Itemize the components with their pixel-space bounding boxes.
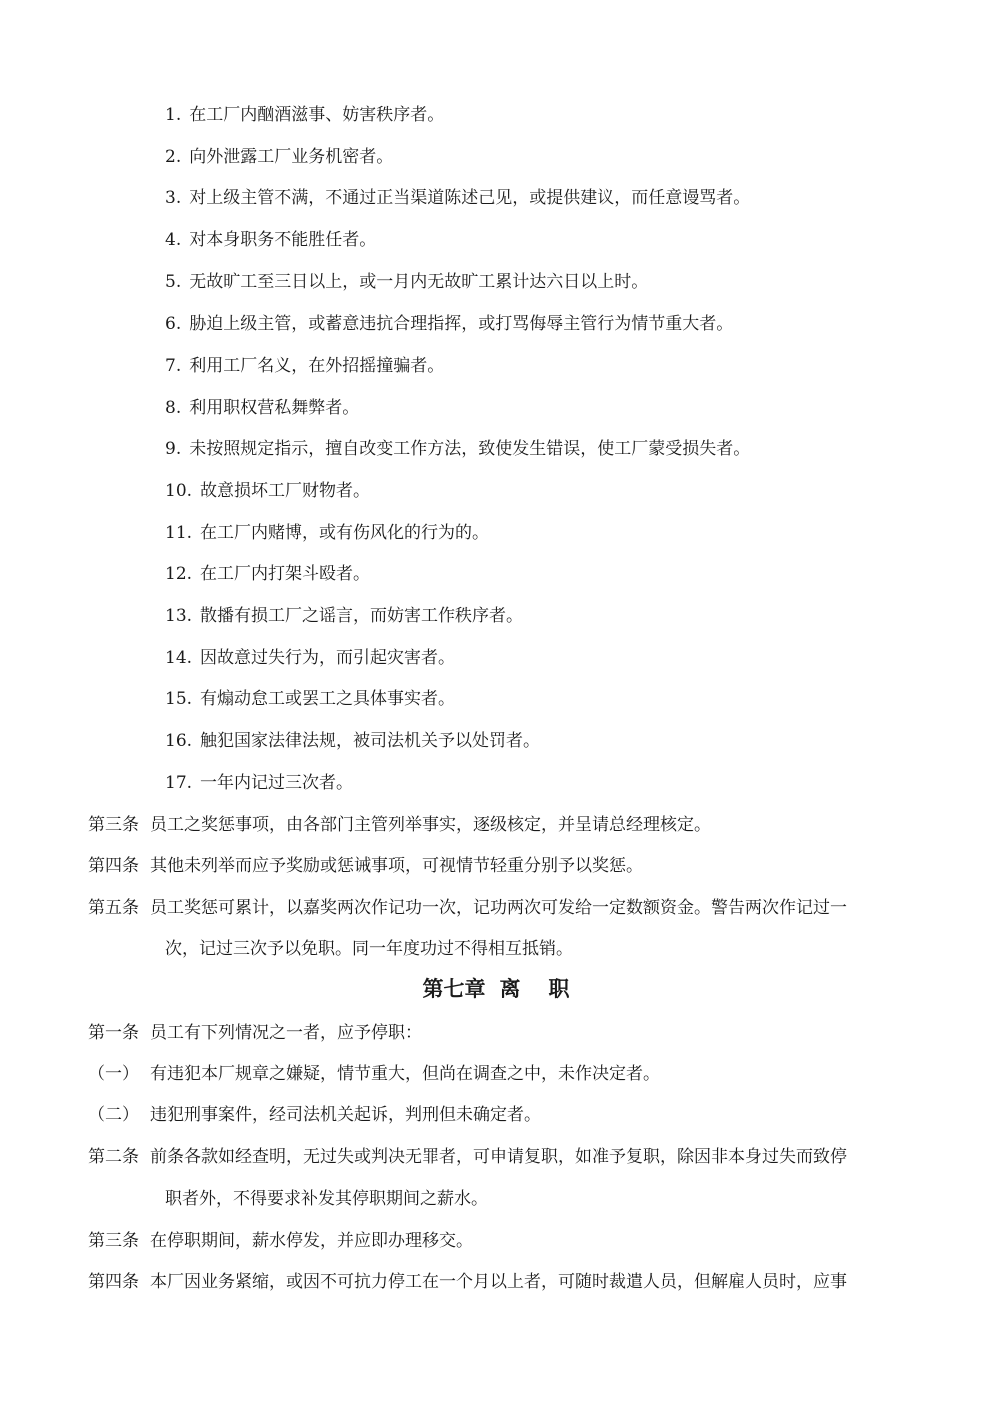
list-item-2: 2. 向外泄露工厂业务机密者。: [165, 147, 394, 167]
list-item-9: 9. 未按照规定指示，擅自改变工作方法，致使发生错误，使工厂蒙受损失者。: [165, 439, 751, 459]
ch7-article-3: 第三条 在停职期间，薪水停发，并应即办理移交。: [88, 1231, 473, 1251]
list-item-12: 12. 在工厂内打架斗殴者。: [165, 564, 371, 584]
article-5: 第五条 员工奖惩可累计，以嘉奖两次作记功一次，记功两次可发给一定数额资金。警告两次作记过一: [88, 898, 847, 918]
list-item-7: 7. 利用工厂名义，在外招摇撞骗者。: [165, 356, 445, 376]
ch7-article-1: 第一条 员工有下列情况之一者，应予停职：: [88, 1023, 422, 1043]
list-item-1: 1. 在工厂内酗酒滋事、妨害秩序者。: [165, 105, 445, 125]
list-item-15: 15. 有煽动怠工或罢工之具体事实者。: [165, 689, 456, 709]
ch7-article-2: 第二条 前条各款如经查明，无过失或判决无罪者，可申请复职，如准予复职，除因非本身过失而致停: [88, 1147, 847, 1167]
ch7-article-4: 第四条 本厂因业务紧缩，或因不可抗力停工在一个月以上者，可随时裁遣人员，但解雇人员时，应事: [88, 1272, 847, 1292]
list-item-4: 4. 对本身职务不能胜任者。: [165, 230, 377, 250]
article-5-continuation: 次，记过三次予以免职。同一年度功过不得相互抵销。: [165, 939, 573, 959]
list-item-8: 8. 利用职权营私舞弊者。: [165, 398, 360, 418]
list-item-11: 11. 在工厂内赌博，或有伤风化的行为的。: [165, 523, 490, 543]
ch7-article-2-continuation: 职者外，不得要求补发其停职期间之薪水。: [165, 1189, 488, 1209]
list-item-5: 5. 无故旷工至三日以上，或一月内无故旷工累计达六日以上时。: [165, 272, 649, 292]
list-item-16: 16. 触犯国家法律法规，被司法机关予以处罚者。: [165, 731, 541, 751]
list-item-17: 17. 一年内记过三次者。: [165, 773, 354, 793]
list-item-10: 10. 故意损坏工厂财物者。: [165, 481, 371, 501]
list-item-6: 6. 胁迫上级主管，或蓄意违抗合理指挥，或打骂侮辱主管行为情节重大者。: [165, 314, 734, 334]
list-item-13: 13. 散播有损工厂之谣言，而妨害工作秩序者。: [165, 606, 524, 626]
article-3: 第三条 员工之奖惩事项，由各部门主管列举事实，逐级核定，并呈请总经理核定。: [88, 815, 711, 835]
chapter-title: 第七章 离 职: [422, 976, 570, 1001]
ch7-clause-2: （二） 违犯刑事案件，经司法机关起诉，判刑但未确定者。: [88, 1105, 541, 1125]
list-item-3: 3. 对上级主管不满，不通过正当渠道陈述己见，或提供建议，而任意谩骂者。: [165, 188, 751, 208]
article-4: 第四条 其他未列举而应予奖励或惩诫事项，可视情节轻重分别予以奖惩。: [88, 856, 643, 876]
list-item-14: 14. 因故意过失行为，而引起灾害者。: [165, 648, 456, 668]
ch7-clause-1: （一） 有违犯本厂规章之嫌疑，情节重大，但尚在调查之中，未作决定者。: [88, 1064, 660, 1084]
